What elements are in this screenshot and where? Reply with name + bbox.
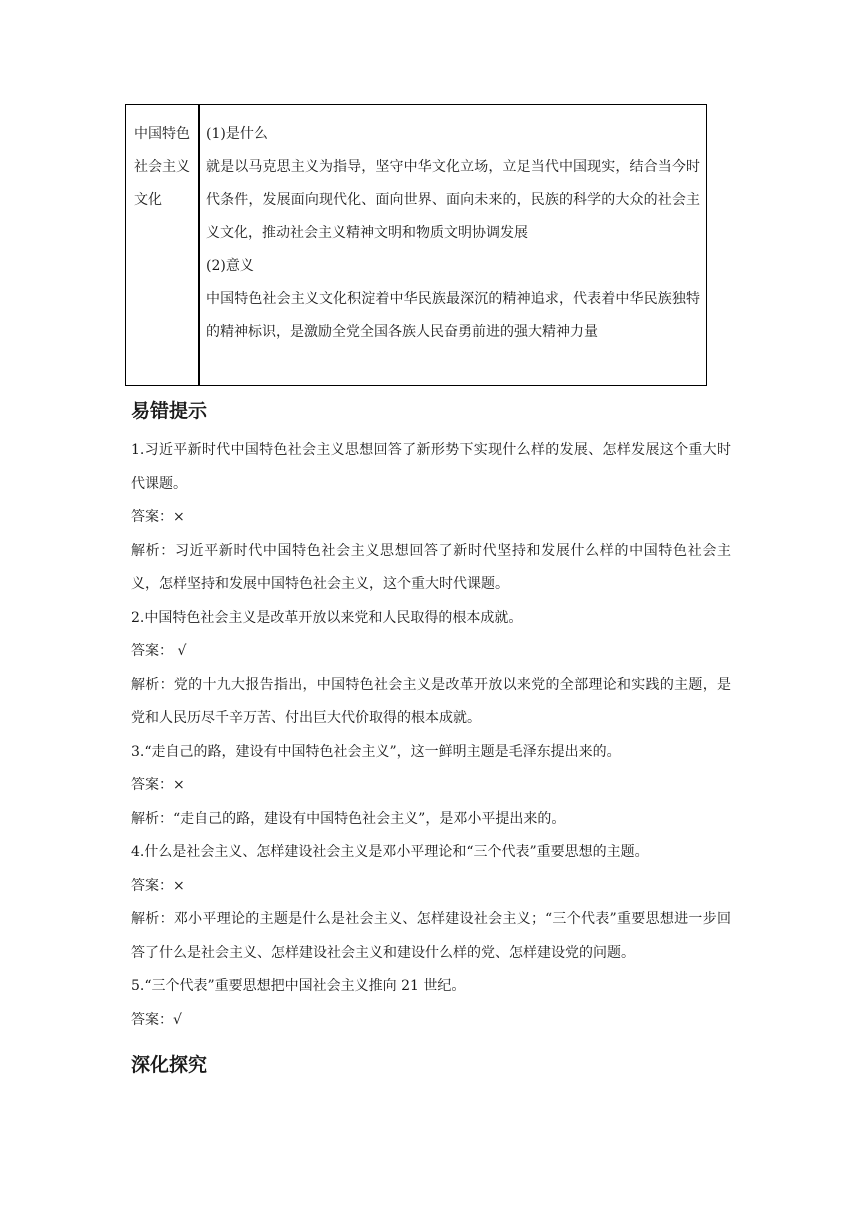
analysis: 解析：习近平新时代中国特色社会主义思想回答了新时代坚持和发展什么样的中国特色社会主义，怎样坚持和发展中国特色社会主义，这个重大时代课题。 (131, 542, 731, 592)
tips-heading: 易错提示 (131, 400, 208, 422)
question: 3.“走自己的路，建设有中国特色社会主义”，这一鲜明主题是毛泽东提出来的。 (131, 743, 621, 760)
question: 1.习近平新时代中国特色社会主义思想回答了新形势下实现什么样的发展、怎样发展这个重大时代课题。 (131, 442, 731, 492)
tips-section (131, 396, 731, 423)
question: 4.什么是社会主义、怎样建设社会主义是邓小平理论和“三个代表”重要思想的主题。 (131, 844, 649, 860)
answer: 答案： √ (131, 643, 187, 659)
term-line: 社会主义 (134, 159, 190, 175)
answer: 答案：√ (131, 1011, 182, 1028)
section1-text: 就是以马克思主义为指导，坚守中华文化立场，立足当代中国现实，结合当今时代条件，发展面向现代化、面向世界、面向未来的，民族的科学的大众的社会主义文化，推动社会主义精神文明和物质文明协调发展 (206, 159, 700, 241)
analysis: 解析：邓小平理论的主题是什么是社会主义、怎样建设社会主义；“三个代表”重要思想进一步回答了什么是社会主义、怎样建设社会主义和建设什么样的党、怎样建设党的问题。 (131, 911, 731, 961)
explore-section (131, 1050, 731, 1077)
section2-text: 中国特色社会主义文化积淀着中华民族最深沉的精神追求，代表着中华民族独特的精神标识，是激励全党全国各族人民奋勇前进的强大精神力量 (206, 291, 700, 340)
term-cell (126, 105, 200, 385)
section1-title: (1)是什么 (206, 126, 268, 142)
answer: 答案：× (131, 509, 185, 525)
definition-cell (200, 105, 706, 385)
term-line: 文化 (134, 192, 162, 208)
question: 5.“三个代表”重要思想把中国社会主义推向 21 世纪。 (131, 978, 466, 994)
analysis: 解析：“走自己的路，建设有中国特色社会主义”，是邓小平提出来的。 (131, 810, 566, 827)
concept-table (125, 104, 707, 386)
answer: 答案：× (131, 777, 185, 793)
term-line: 中国特色 (134, 126, 190, 142)
answer: 答案：× (131, 877, 185, 894)
analysis: 解析：党的十九大报告指出，中国特色社会主义是改革开放以来党的全部理论和实践的主题，是党和人民历尽千辛万苦、付出巨大代价取得的根本成就。 (131, 676, 731, 726)
explore-heading: 深化探究 (131, 1054, 208, 1076)
question: 2.中国特色社会主义是改革开放以来党和人民取得的根本成就。 (131, 609, 523, 626)
tips-list (131, 434, 731, 1037)
section2-title: (2)意义 (206, 258, 254, 274)
